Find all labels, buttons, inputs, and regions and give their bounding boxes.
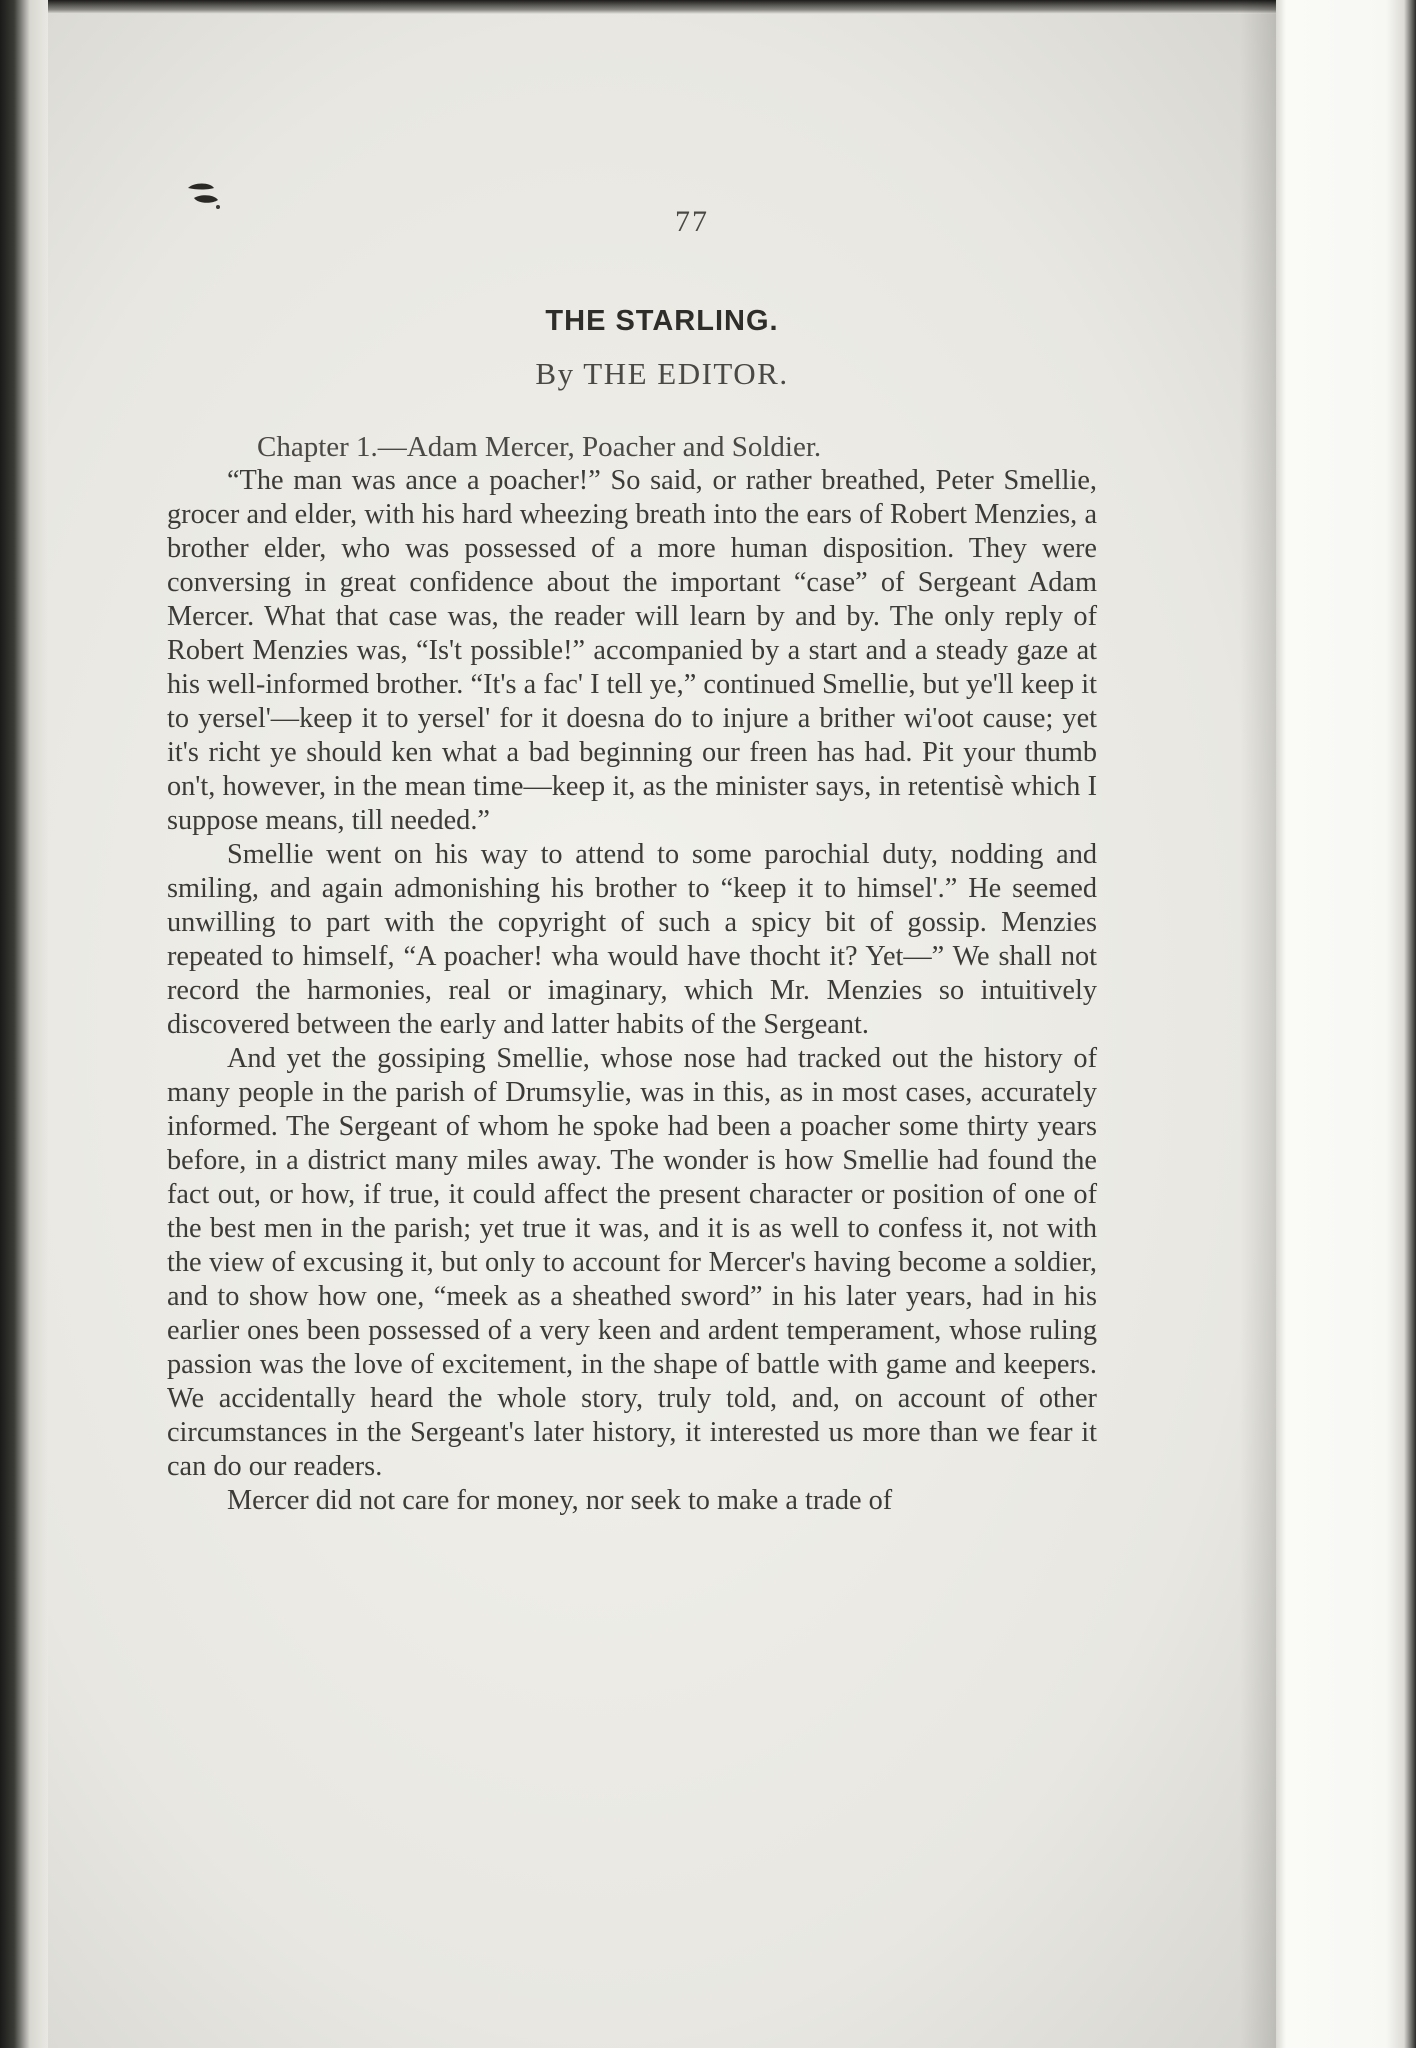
paragraph-2: Smellie went on his way to attend to some parochial duty, nodding and smiling, and again admonishing his brother to “keep it to himsel'.” He seemed unwilling to part with the copyright of such a spicy bit of gossip. Menzies repeated to himself, “A poacher! wha would have thocht it? Yet—” We shall not record the harmonies, real or imaginary, which Mr. Menzies so intuitively discovered between the early and latter habits of the Sergeant. [167, 839, 1097, 1040]
paragraph-4: Mercer did not care for money, nor seek to make a trade of [227, 1485, 893, 1516]
article-title: THE STARLING. [545, 305, 779, 337]
chapter-heading: Chapter 1.—Adam Mercer, Poacher and Soldier. [257, 431, 822, 463]
article [167, 205, 1097, 1518]
next-page-edge [1276, 0, 1416, 2048]
book-spine-edge [0, 0, 48, 2048]
page-shadow [1240, 0, 1276, 2048]
paragraph-3: And yet the gossiping Smellie, whose nose had tracked out the history of many people in the parish of Drumsylie, was in this, as in most cases, accurately informed. The Sergeant of whom he spoke had been a poacher some thirty years before, in a district many miles away. The wonder is how Smellie had found the fact out, or how, if true, it could affect the present character or position of one of the best men in the parish; yet true it was, and it is as well to confess it, not with the view of excusing it, but only to account for Mercer's having become a soldier, and to show how one, “meek as a sheathed sword” in his later years, had in his earlier ones been possessed of a very keen and ardent temperament, whose ruling passion was the love of excitement, in the shape of battle with game and keepers. We accidentally heard the whole story, truly told, and, on account of other circumstances in the Sergeant's later history, it interested us more than we fear it can do our readers. [167, 1043, 1097, 1482]
article-byline: By THE EDITOR. [535, 356, 789, 391]
page-number: 77 [675, 205, 709, 238]
scan-top-edge [0, 0, 1416, 14]
paragraph-1: “The man was ance a poacher!” So said, or rather breathed, Peter Smellie, grocer and elder, with his hard wheezing breath into the ears of Robert Menzies, a brother elder, who was possessed of a more human disposition. They were conversing in great confidence about the important “case” of Sergeant Adam Mercer. What that case was, the reader will learn by and by. The only reply of Robert Menzies was, “Is't possible!” accompanied by a start and a steady gaze at his well-informed brother. “It's a fac' I tell ye,” continued Smellie, but ye'll keep it to yersel'—keep it to yersel' for it doesna do to injure a brither wi'oot cause; yet it's richt ye should ken what a bad beginning our freen has had. Pit your thumb on't, however, in the mean time—keep it, as the minister says, in retentisè which I suppose means, till needed.” [167, 465, 1097, 836]
